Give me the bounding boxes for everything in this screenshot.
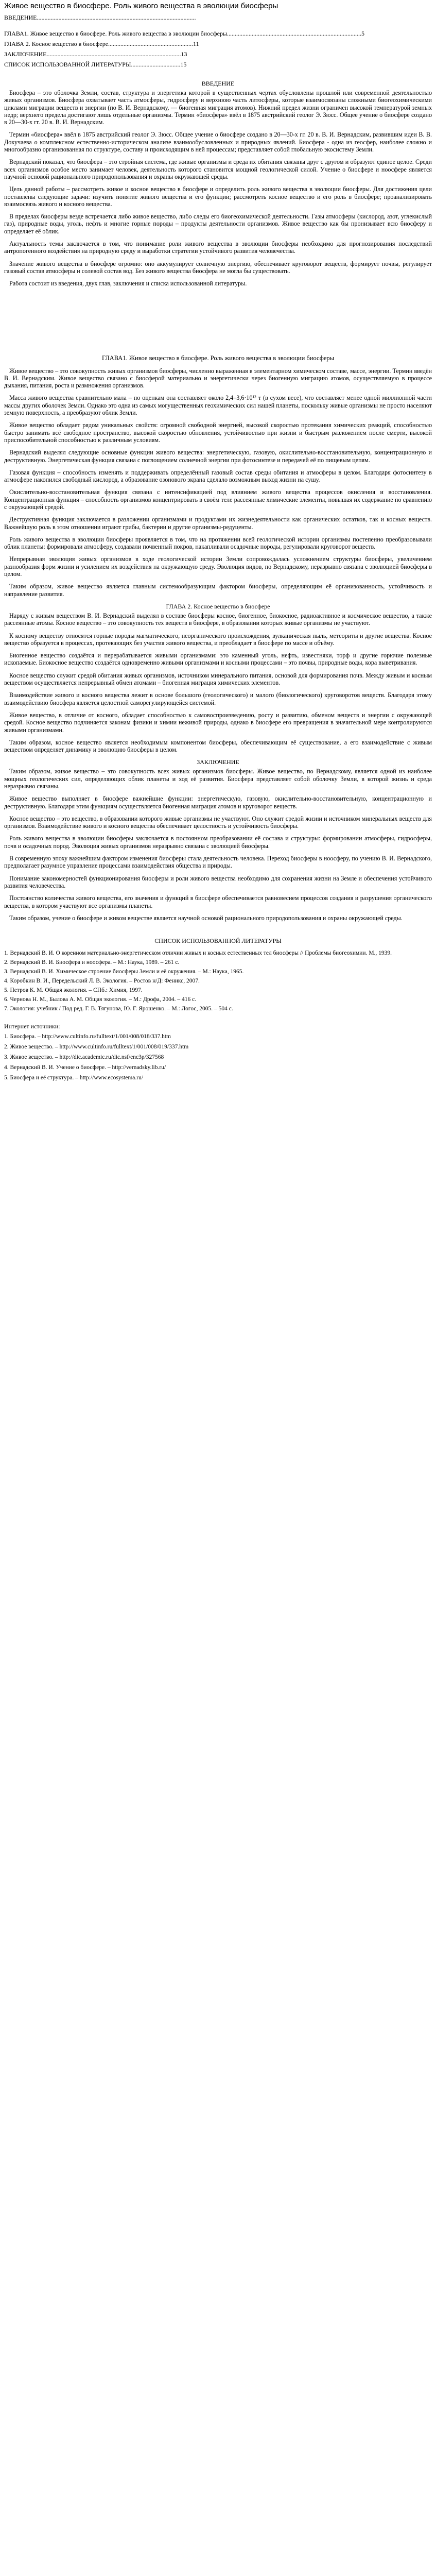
- paragraph: Газовая функция – способность изменять и поддерживать определённый газовый состав среды обитания и атмосферы в целом. Благодаря фотосинтезу в атмосфере накопился свободный кислород, а образование озонового экрана сделало возможным выход жизни на сушу.: [4, 468, 432, 484]
- paragraph: Взаимодействие живого и косного вещества лежит в основе большого (геологического) и малого (биологического) круговоротов веществ. Благодаря этому взаимодействию биосфера является целостной саморегулирующейся системой.: [4, 691, 432, 706]
- references-list: [4, 950, 432, 1012]
- paragraph: Роль живого вещества в эволюции биосферы заключается в постоянном преобразовании её состава и структуры: формировании атмосферы, гидросферы, почв и осадочных пород. Эволюция живых организмов неразрывно связана с эволюцией биосферы.: [4, 835, 432, 850]
- document-title: Живое вещество в биосфере. Роль живого вещества в эволюции биосферы: [4, 2, 278, 10]
- page-break: [4, 293, 432, 354]
- intro-section: [4, 89, 432, 287]
- internet-source-link: 3. Живое вещество. – http://dic.academic.ru/dic.nsf/enc3p/327568: [4, 1054, 164, 1061]
- reference-item: 4. Коробкин В. И., Передельский Л. В. Экология. – Ростов н/Д: Феникс, 2007.: [4, 978, 200, 985]
- paragraph: Биогенное вещество создаётся и перерабатывается живыми организмами: это каменный уголь, нефть, известняки, торф и другие горючие полезные ископаемые. Биокосное вещество создаётся одновременно живыми организмами и косными процессами – это почвы, природные воды, кора выветривания.: [4, 652, 432, 667]
- paragraph: Живое вещество обладает рядом уникальных свойств: огромной свободной энергией, высокой скоростью протекания химических реакций, способностью быстро занимать всё свободное пространство, высокой скоростью обновления, устойчивостью при жизни и быстрым разложением после смерти, высокой приспособительной способностью к различным условиям.: [4, 421, 432, 444]
- toc-item-label: ГЛАВА1. Живое вещество в биосфере. Роль живого вещества в эволюции биосферы.......................................................................................5: [4, 30, 365, 37]
- internet-source-link: 4. Вернадский В. И. Учение о биосфере. – http://vernadsky.lib.ru/: [4, 1064, 166, 1071]
- internet-sources-title: Интернет источники:: [4, 1023, 60, 1030]
- paragraph: Актуальность темы заключается в том, что понимание роли живого вещества в эволюции биосферы необходимо для прогнозирования последствий антропогенного воздействия на природную среду и выработки стратегии устойчивого развития человечества.: [4, 240, 432, 255]
- reference-item: 7. Экология: учебник / Под ред. Г. В. Тягунова, Ю. Г. Ярошенко. – М.: Логос, 2005. – 504 с.: [4, 1006, 233, 1012]
- paragraph: Значение живого вещества в биосфере огромно: оно аккумулирует солнечную энергию, обеспечивает круговорот веществ, формирует почвы, регулирует газовый состав атмосферы и солевой состав вод. Без живого вещества биосфера не могла бы существовать.: [4, 260, 432, 275]
- paragraph: К косному веществу относятся горные породы магматического, неорганического происхождения, вулканическая пыль, метеориты и другие вещества. Косное вещество образуется в процессах, протекающих без участия живого вещества, и преобладает в биосфере по массе и объёму.: [4, 632, 432, 647]
- paragraph: Работа состоит из введения, двух глав, заключения и списка использованной литературы.: [9, 280, 247, 287]
- paragraph: Наряду с живым веществом В. И. Вернадский выделял в составе биосферы косное, биогенное, биокосное, радиоактивное и космическое вещество, а также рассеянные атомы. Косное вещество – это совокупность тех веществ в биосфере, в образовании которых живые организмы не участвуют.: [4, 612, 432, 627]
- paragraph: Вернадский показал, что биосфера – это стройная система, где живые организмы и среда их обитания связаны друг с другом и образуют единое целое. Среди всех организмов особое место занимает человек, деятельность которого становится мощной геологической силой. Учение о биосфере и ноосфере является научной основой рационального природопользования и охраны окружающей среды.: [4, 158, 432, 180]
- internet-sources-list: [4, 1033, 432, 1081]
- toc-intro-line: ВВЕДЕНИЕ.......................................................................................................: [4, 14, 196, 21]
- toc-item-label: СПИСОК ИСПОЛЬЗОВАННОЙ ЛИТЕРАТУРЫ................................15: [4, 61, 187, 68]
- paragraph: Косное вещество – это вещество, в образовании которого живые организмы не участвуют. Оно служит средой жизни и источником минеральных веществ для организмов. Взаимодействие живого и косного вещества обеспечивает целостность и устойчивость биосферы.: [4, 815, 432, 830]
- paragraph: Деструктивная функция заключается в разложении организмами и продуктами их жизнедеятельности как органических остатков, так и косных веществ. Важнейшую роль в этом отношении играют грибы, бактерии и другие организмы-редуценты.: [4, 516, 432, 531]
- paragraph: Цель данной работы – рассмотреть живое и косное вещество в биосфере и определить роль живого вещества в эволюции биосферы. Для достижения цели поставлены следующие задачи: изучить понятие живого вещества и его функции; рассмотреть косное вещество и его роль в биосфере; проанализировать взаимосвязь живого и косного вещества.: [4, 185, 432, 208]
- chapter1-section: [4, 367, 432, 598]
- paragraph: Косное вещество служит средой обитания живых организмов, источником минерального питания, основой для формирования почв. Между живым и косным веществом осуществляется непрерывный обмен атомами – биогенная миграция химических элементов.: [4, 671, 432, 687]
- internet-source-link: 1. Биосфера. – http://www.cultinfo.ru/fulltext/1/001/008/018/337.htm: [4, 1033, 171, 1040]
- paragraph: Таким образом, учение о биосфере и живом веществе является научной основой рационального природопользования и охраны окружающей среды.: [9, 914, 403, 922]
- paragraph: Постоянство количества живого вещества, его значения и функций в биосфере обеспечивается равновесием процессов создания и разрушения органического вещества, в котором участвуют все организмы планеты.: [4, 894, 432, 909]
- paragraph: Биосфера – это оболочка Земли, состав, структура и энергетика которой в существенных чертах обусловлены прошлой или современной деятельностью живых организмов. Биосфера охватывает часть атмосферы, гидросферу и верхнюю часть литосферы, которые взаимосвязаны сложными биогеохимическими циклами миграции веществ и энергии (по В. И. Вернадскому, — биогенная миграция атомов). Нижний предел жизни ограничен высокой температурой земных недр; верхнего предела достигают лишь отдельные организмы. Термин «биосфера» ввёл в 1875 австрийский геолог Э. Зюсс. Общее учение о биосфере создано в 20—30-х гг. 20 в. В. И. Вернадским.: [4, 89, 432, 126]
- reference-item: 3. Вернадский В. И. Химическое строение биосферы Земли и её окружения. – М.: Наука, 1965.: [4, 969, 244, 975]
- paragraph: Живое вещество – это совокупность живых организмов биосферы, численно выраженная в элементарном химическом составе, массе, энергии. Термин введён В. И. Вернадским. Живое вещество связано с биосферой материально и энергетически через биогенную миграцию атомов, осуществляемую в процессе дыхания, питания, роста и размножения организмов.: [4, 367, 432, 389]
- paragraph: Масса живого вещества сравнительно мала – по оценкам она составляет около 2,4–3,6·10¹² т (в сухом весе), что составляет менее одной миллионной части массы других оболочек Земли. Однако это одна из самых могущественных геохимических сил нашей планеты, поскольку живые организмы не просто населяют земную поверхность, а преобразуют облик Земли.: [4, 394, 432, 417]
- internet-source-link: 2. Живое вещество. – http://www.cultinfo.ru/fulltext/1/001/008/019/337.htm: [4, 1044, 189, 1050]
- paragraph: В современную эпоху важнейшим фактором изменения биосферы стала деятельность человека. Переход биосферы в ноосферу, по учению В. И. Вернадского, предполагает разумное управление процессами взаимодействия общества и природы.: [4, 855, 432, 870]
- reference-item: 6. Чернова Н. М., Былова А. М. Общая экология. – М.: Дрофа, 2004. – 416 с.: [4, 996, 197, 1003]
- paragraph: Роль живого вещества в эволюции биосферы проявляется в том, что на протяжении всей геологической истории организмы постепенно преобразовывали облик планеты: формировали атмосферу, создавали почвенный покров, накапливали осадочные породы, регулировали круговорот веществ.: [4, 535, 432, 551]
- reference-item: 1. Вернадский В. И. О коренном материально-энергетическом отличии живых и косных естественных тел биосферы // Проблемы биогеохимии. М., 1939.: [4, 950, 392, 957]
- table-of-contents: [4, 28, 432, 70]
- paragraph: Живое вещество, в отличие от косного, обладает способностью к самовоспроизведению, росту и развитию, обменом веществ и энергии с окружающей средой. Косное вещество подчиняется законам физики и химии неживой природы, однако в биосфере его превращения в значительной мере контролируются живыми организмами.: [4, 711, 432, 734]
- toc-item[interactable]: [4, 28, 432, 39]
- internet-source-link: 5. Биосфера и её структура. – http://www.ecosystema.ru/: [4, 1075, 144, 1081]
- chapter1-title: ГЛАВА1. Живое вещество в биосфере. Роль живого вещества в эволюции биосферы: [101, 354, 335, 362]
- conclusion-title: ЗАКЛЮЧЕНИЕ: [197, 758, 239, 766]
- paragraph: Понимание закономерностей функционирования биосферы и роли живого вещества необходимо для сохранения жизни на Земле и обеспечения устойчивого развития человечества.: [4, 874, 432, 889]
- paragraph: Таким образом, живое вещество является главным системообразующим фактором биосферы, определяющим её организованность, устойчивость и направление развития.: [4, 583, 432, 598]
- chapter2-section: [4, 612, 432, 753]
- chapter2-title: ГЛАВА 2. Косное вещество в биосфере: [166, 602, 270, 610]
- paragraph: Таким образом, живое вещество – это совокупность всех живых организмов биосферы. Живое вещество, по Вернадскому, является одной из наиболее мощных геологических сил, определяющих облик планеты и ход её развития. Биосфера представляет собой оболочку Земли, в которой жизнь и среда неразрывно связаны.: [4, 768, 432, 790]
- toc-item-label: ЗАКЛЮЧЕНИЕ.......................................................................................13: [4, 50, 187, 58]
- toc-item[interactable]: [4, 39, 432, 49]
- paragraph: Термин «биосфера» ввёл в 1875 австрийский геолог Э. Зюсс. Общее учение о биосфере создано в 20—30-х гг. 20 в. В. И. Вернадским, развившим идеи В. В. Докучаева о комплексном естественно-историческом анализе взаимообусловленных и природных явлений. Биосфера - одна из геосфер, наиболее сложно и многообразно организованная по структуре, составу и происходящим в ней процессам; представляет собой глобальную экосистему Земли.: [4, 131, 432, 154]
- intro-title: ВВЕДЕНИЕ: [201, 80, 235, 87]
- reference-item: 2. Вернадский В. И. Биосфера и ноосфера. – М.: Наука, 1989. – 261 с.: [4, 959, 180, 966]
- paragraph: Таким образом, косное вещество является необходимым компонентом биосферы, обеспечивающим её существование, а его взаимодействие с живым веществом определяет динамику и эволюцию биосферы в целом.: [4, 738, 432, 754]
- toc-item-label: ГЛАВА 2. Косное вещество в биосфере.......................................................11: [4, 40, 199, 47]
- paragraph: Окислительно-восстановительная функция связана с интенсификацией под влиянием живого вещества процессов окисления и восстановления. Концентрационная функция – способность организмов концентрировать в своём теле рассеянные химические элементы, повышая их содержание по сравнению с окружающей средой.: [4, 488, 432, 511]
- toc-item[interactable]: [4, 59, 432, 70]
- conclusion-section: [4, 768, 432, 922]
- references-title: СПИСОК ИСПОЛЬЗОВАННОЙ ЛИТЕРАТУРЫ: [154, 937, 282, 945]
- paragraph: Вернадский выделял следующие основные функции живого вещества: энергетическую, газовую, окислительно-восстановительную, концентрационную и деструктивную. Энергетическая функция связана с поглощением солнечной энергии при фотосинтезе и передачей её по пищевым цепям.: [4, 449, 432, 464]
- toc-item[interactable]: [4, 49, 432, 59]
- paragraph: Живое вещество выполняет в биосфере важнейшие функции: энергетическую, газовую, окислительно-восстановительную, концентрационную и деструктивную. Благодаря этим функциям осуществляется биогенная миграция атомов и круговорот веществ.: [4, 795, 432, 810]
- reference-item: 5. Петров К. М. Общая экология. – СПб.: Химия, 1997.: [4, 987, 143, 994]
- paragraph: В пределах биосферы везде встречается либо живое вещество, либо следы его биогеохимической деятельности. Газы атмосферы (кислород, азот, углекислый газ), природные воды, уголь, нефть и многие горные породы – продукты деятельности организмов. Живое вещество как бы пронизывает всю биосферу и определяет её облик.: [4, 213, 432, 235]
- paragraph: Непрерывная эволюция живых организмов в ходе геологической истории Земли сопровождалась усложнением структуры биосферы, увеличением разнообразия форм жизни и усилением их воздействия на окружающую среду. Эволюция видов, по Вернадскому, неразрывно связана с эволюцией биосферы в целом.: [4, 555, 432, 578]
